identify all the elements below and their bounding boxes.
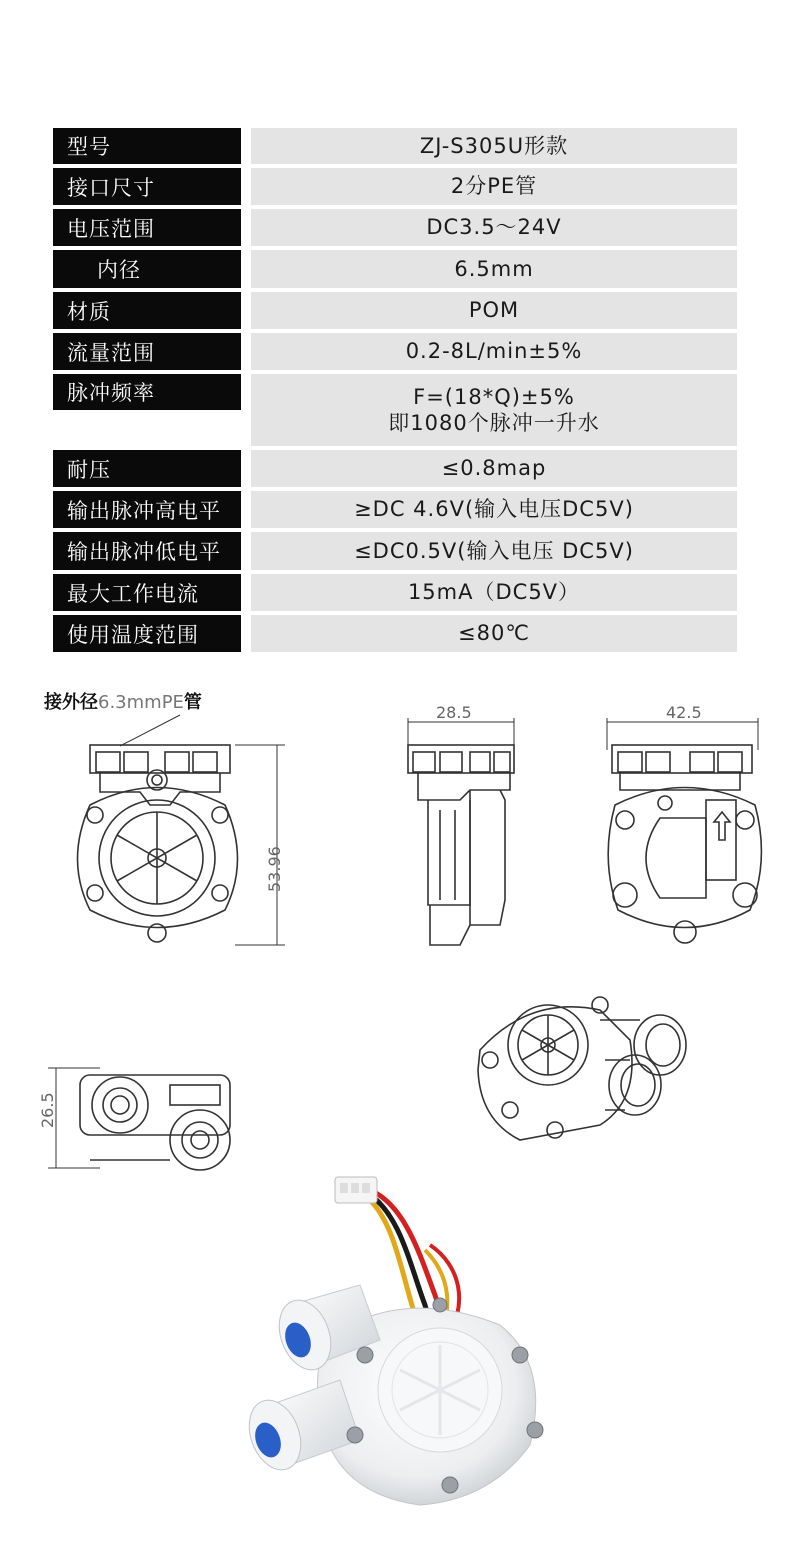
spec-row-port <box>53 168 737 205</box>
spec-value: F=(18*Q)±5% 即1080个脉冲一升水 <box>251 374 737 446</box>
spec-key: 使用温度范围 <box>53 615 241 652</box>
dim-bottom-thickness: 26.5 <box>38 1092 57 1128</box>
spec-row-pulse <box>53 374 737 446</box>
spec-value: POM <box>251 292 737 329</box>
port-note: 接外径6.3mmPE管 <box>44 692 202 713</box>
technical-drawings <box>0 670 790 1190</box>
front-view-drawing <box>78 715 286 945</box>
bottom-view-drawing <box>48 1068 230 1170</box>
spec-key: 输出脉冲低电平 <box>53 532 241 570</box>
spec-key: 电压范围 <box>53 209 241 246</box>
dim-back-width: 42.5 <box>666 703 702 722</box>
spec-key: 耐压 <box>53 450 241 487</box>
spec-row-current <box>53 574 737 611</box>
spec-row-material <box>53 292 737 329</box>
spec-row-flow <box>53 333 737 370</box>
product-photo <box>230 1165 570 1545</box>
connector <box>335 1177 377 1203</box>
spec-key: 型号 <box>53 128 241 164</box>
spec-key: 输出脉冲高电平 <box>53 491 241 528</box>
spec-value: ≤0.8map <box>251 450 737 487</box>
back-view-drawing <box>607 718 761 943</box>
spec-value: 0.2-8L/min±5% <box>251 333 737 370</box>
spec-row-high-level <box>53 491 737 528</box>
spec-key: 流量范围 <box>53 333 241 370</box>
spec-value: 2分PE管 <box>251 168 737 205</box>
spec-key: 接口尺寸 <box>53 168 241 205</box>
spec-row-temperature <box>53 615 737 652</box>
spec-value: 15mA（DC5V） <box>251 574 737 611</box>
spec-value: ≤80℃ <box>251 615 737 652</box>
spec-key: 脉冲频率 <box>53 374 241 446</box>
spec-table <box>53 128 737 656</box>
spec-value: ≤DC0.5V(输入电压 DC5V) <box>251 532 737 570</box>
spec-value: DC3.5～24V <box>251 209 737 246</box>
spec-key: 最大工作电流 <box>53 574 241 611</box>
spec-row-voltage <box>53 209 737 246</box>
spec-key: 内径 <box>53 250 241 288</box>
spec-row-pressure <box>53 450 737 487</box>
isometric-view-drawing <box>478 997 686 1140</box>
side-view-drawing <box>408 718 514 945</box>
spec-row-model <box>53 128 737 164</box>
spec-row-inner-diameter <box>53 250 737 288</box>
spec-value: ≥DC 4.6V(输入电压DC5V) <box>251 491 737 528</box>
spec-key: 材质 <box>53 292 241 329</box>
spec-value: 6.5mm <box>251 250 737 288</box>
spec-value: ZJ-S305U形款 <box>251 128 737 164</box>
dim-front-height: 53.96 <box>265 846 284 892</box>
spec-row-low-level <box>53 532 737 570</box>
dim-side-width: 28.5 <box>436 703 472 722</box>
